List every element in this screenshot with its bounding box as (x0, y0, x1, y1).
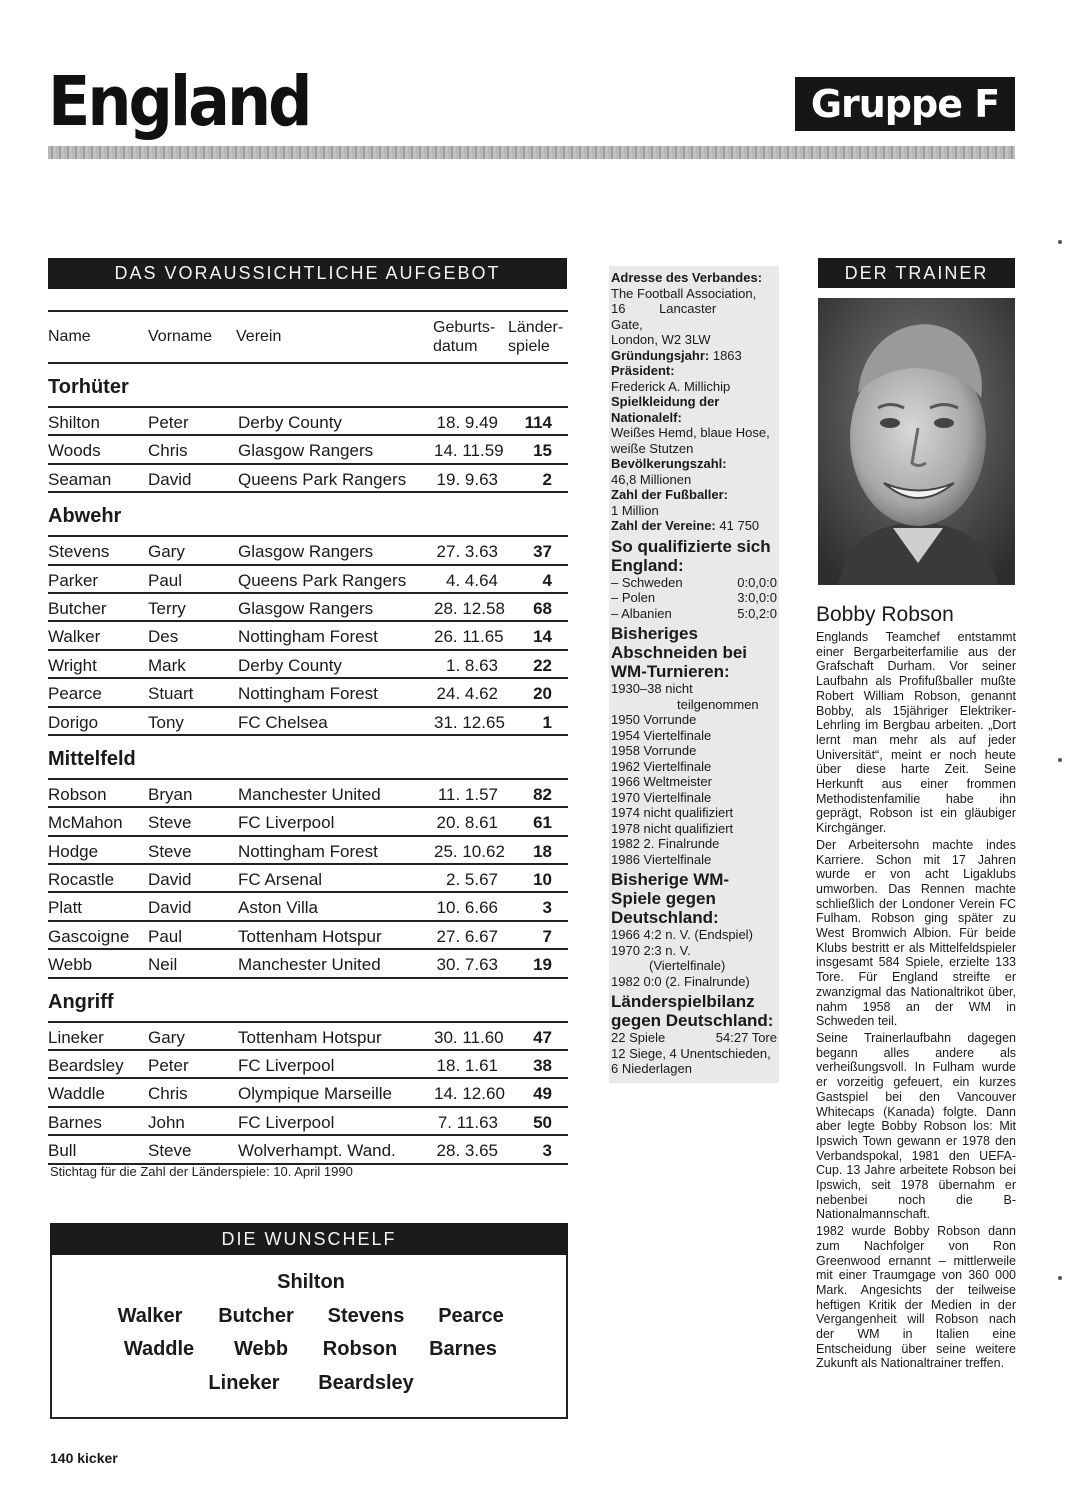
player-club: Nottingham Forest (238, 684, 378, 704)
president-label: Präsident: (611, 363, 675, 378)
vs-germany-line: 1970 2:3 n. V. (611, 942, 691, 958)
player-caps: 2 (542, 469, 552, 489)
player-name: Barnes (48, 1112, 102, 1132)
address-line: The Football Association, (611, 285, 757, 301)
player-first-name: Steve (148, 841, 192, 861)
player-caps: 19 (533, 955, 552, 975)
dream-team-player: Pearce (438, 1305, 504, 1327)
player-first-name: Steve (148, 1141, 192, 1161)
wm-history-title: Bisheriges Abschneiden bei WM-Turnieren: (611, 624, 748, 681)
table-row (48, 837, 568, 865)
federation-info (609, 266, 779, 1083)
player-first-name: Stuart (148, 684, 194, 704)
player-birthdate: 1. 8.63 (446, 655, 498, 675)
player-name: Webb (48, 955, 93, 975)
player-club: FC Liverpool (238, 1056, 335, 1076)
player-first-name: Tony (148, 712, 184, 732)
wm-history-line: 1930–38 nicht (611, 681, 693, 696)
table-row (48, 679, 568, 707)
player-name: Hodge (48, 841, 99, 861)
vs-germany-line: 1982 0:0 (2. Finalrunde) (611, 973, 750, 989)
player-birthdate: 26. 11.65 (434, 627, 504, 647)
wm-history-line: 1966 Weltmeister (611, 774, 712, 789)
player-birthdate: 10. 6.66 (436, 898, 498, 918)
player-club: Queens Park Rangers (238, 570, 407, 590)
player-first-name: Gary (148, 542, 185, 562)
address-label: Adresse des Verbandes: (611, 270, 763, 285)
magazine-name: kicker (77, 1450, 118, 1466)
dream-team-player: Stevens (327, 1305, 405, 1327)
table-row (48, 465, 568, 493)
table-row (48, 622, 568, 650)
clubs-label: Zahl der Vereine: (611, 518, 716, 533)
player-first-name: Paul (148, 926, 183, 946)
record-row: 22 Spiele 54:27 Tore (611, 1030, 777, 1045)
player-name: Lineker (48, 1027, 104, 1047)
player-birthdate: 20. 8.61 (436, 813, 498, 833)
player-caps: 37 (533, 542, 552, 562)
dream-team-box (50, 1223, 568, 1419)
player-name: Stevens (48, 542, 110, 562)
player-name: Beardsley (48, 1056, 124, 1076)
player-club: Glasgow Rangers (238, 542, 374, 562)
squad-body (48, 364, 568, 1165)
table-row (48, 408, 568, 436)
player-caps: 49 (533, 1084, 552, 1104)
table-row (48, 1108, 568, 1136)
player-caps: 10 (533, 870, 552, 890)
table-row (48, 1023, 568, 1051)
player-club: FC Liverpool (238, 1112, 335, 1132)
table-header (48, 312, 568, 362)
player-first-name: David (148, 898, 192, 918)
player-first-name: Bryan (148, 784, 193, 804)
wm-history-list (611, 681, 777, 867)
player-name: McMahon (48, 813, 123, 833)
player-name: Woods (48, 441, 101, 461)
table-row (48, 436, 568, 464)
player-club: Glasgow Rangers (238, 441, 374, 461)
player-birthdate: 30. 7.63 (436, 955, 498, 975)
players-label: Zahl der Fußballer: (611, 487, 729, 502)
founded-label: Gründungsjahr: (611, 347, 710, 363)
page-footer (50, 1450, 118, 1466)
address-line: London, W2 3LW (611, 332, 711, 347)
dream-team-player: Shilton (277, 1271, 345, 1293)
margin-mark (1058, 758, 1062, 762)
section-heading: Mittelfeld (48, 747, 136, 770)
player-caps: 3 (542, 1141, 552, 1161)
trainer-portrait-image (818, 298, 1015, 585)
dream-team-player: Lineker (208, 1372, 280, 1394)
player-first-name: David (148, 469, 192, 489)
table-row (48, 1136, 568, 1164)
dream-team-player: Walker (117, 1305, 183, 1327)
col-header-name: Name (48, 328, 91, 345)
wm-history-line: teilgenommen (677, 696, 759, 712)
dream-team-player: Robson (322, 1338, 398, 1360)
player-club: Nottingham Forest (238, 627, 378, 647)
player-club: Tottenham Hotspur (238, 1027, 382, 1047)
player-birthdate: 27. 3.63 (436, 542, 498, 562)
section-heading: Torhüter (48, 376, 129, 398)
dream-team-player: Webb (233, 1338, 289, 1360)
kit-label: Spielkleidung der Nationalelf: (611, 394, 720, 425)
player-club: Manchester United (238, 784, 381, 804)
player-club: FC Chelsea (238, 712, 328, 732)
table-row (48, 651, 568, 679)
vs-germany-line: (Viertelfinale) (649, 958, 726, 973)
player-caps: 50 (533, 1112, 552, 1132)
player-caps: 68 (533, 598, 552, 618)
player-club: Olympique Marseille (238, 1084, 392, 1104)
player-name: Shilton (48, 413, 100, 432)
clubs-value: 41 750 (719, 518, 760, 533)
player-name: Bull (48, 1141, 77, 1161)
player-birthdate: 27. 6.67 (436, 926, 498, 946)
player-club: Wolverhampt. Wand. (238, 1141, 396, 1161)
player-club: Aston Villa (238, 898, 319, 918)
player-caps: 82 (533, 784, 552, 804)
page-number: 140 (50, 1450, 74, 1466)
player-birthdate: 18. 1.61 (436, 1056, 498, 1076)
header-rule (48, 146, 1015, 159)
player-club: FC Arsenal (238, 870, 323, 890)
player-first-name: Chris (148, 441, 188, 461)
table-row (48, 865, 568, 893)
player-birthdate: 24. 4.62 (436, 684, 498, 704)
vs-germany-line: 1966 4:2 n. V. (Endspiel) (611, 927, 753, 942)
margin-mark (1058, 240, 1062, 244)
player-birthdate: 19. 9.63 (436, 469, 498, 489)
table-row (48, 780, 568, 808)
section-heading: Abwehr (48, 505, 122, 528)
bio-paragraph: 1982 wurde Bobby Robson dann zum Nachfolger von Ron Greenwood ernannt – mittlerweile mit einer Traumgage von 360 000 Mark. Angesichts der teilweise heftigen Kritik der Medien in der Vergangenheit will Robson nach der WM in Italien eine Entscheidung über seine weitere Zukunft als Nationaltrainer treffen. (816, 1224, 1016, 1371)
player-birthdate: 18. 9.49 (436, 413, 498, 432)
player-club: Tottenham Hotspur (238, 926, 382, 946)
population-value: 46,8 Millionen (611, 471, 692, 487)
wm-history-line: 1950 Vorrunde (611, 712, 697, 727)
player-caps: 38 (533, 1056, 552, 1076)
player-caps: 4 (542, 570, 552, 590)
player-birthdate: 2. 5.67 (446, 870, 498, 890)
player-name: Robson (48, 784, 107, 804)
table-row (48, 950, 568, 978)
player-name: Gascoigne (48, 926, 130, 946)
address-line: 16 Lancaster Gate, (611, 301, 717, 332)
player-caps: 7 (542, 926, 552, 946)
players-value: 1 Million (611, 502, 659, 518)
qualification-row: – Polen 3:0,0:0 (611, 590, 777, 605)
player-first-name: Neil (148, 955, 178, 975)
player-first-name: Peter (148, 413, 189, 432)
page-title: England (48, 61, 310, 142)
bio-paragraph: Der Arbeitersohn machte indes Karriere. Schon mit 17 Jahren wurde er von acht Ligaklubs umworben. Das Rennen machte schließlich der Londoner Verein FC Fulham. Robson ging später zu West Bromwich Albion. Für beide Klubs bestritt er als Mittelfeldspieler insgesamt 584 Spiele, erzielte 133 Tore. Für England streifte er zwanzigmal das Nationaltrikot über, nahm 1958 an der WM in Schweden teil. (816, 837, 1016, 1029)
record-title: Länderspielbilanz gegen Deutschland: (611, 992, 774, 1030)
population-label: Bevölkerungszahl: (611, 456, 727, 471)
bio-paragraph: Seine Trainerlaufbahn dagegen begann alles andere als verheißungsvoll. In Fulham wurde er vorzeitig gefeuert, ein kurzes Gastspiel bei den Vancouver Whitecaps (Kanada) folgte. Dann aber legte Bobby Robson los: Mit Ipswich Town gewann er 1978 den Verbandspokal, 1981 den UEFA-Cup. 13 Jahre arbeitete Robson bei Ipswich, seit 1978 übernahm er nebenbei noch die B-Nationalmannschaft. (816, 1030, 1016, 1222)
player-first-name: Des (148, 627, 179, 647)
table-row (48, 566, 568, 594)
dream-team-player: Barnes (429, 1338, 497, 1360)
wm-history-line: 1978 nicht qualifiziert (611, 820, 734, 836)
table-row (48, 922, 568, 950)
dream-team-player: Butcher (218, 1305, 294, 1327)
wm-history-line: 1954 Viertelfinale (611, 727, 712, 743)
squad-table (48, 310, 568, 1165)
margin-mark (1058, 1276, 1062, 1280)
table-row (48, 808, 568, 836)
player-name: Parker (48, 570, 99, 590)
player-first-name: Peter (148, 1056, 189, 1076)
trainer-name: Bobby Robson (816, 603, 954, 626)
qualification-row: – Albanien 5:0,2:0 (611, 605, 777, 621)
wm-history-line: 1958 Vorrunde (611, 743, 697, 758)
player-first-name: Mark (148, 655, 186, 675)
player-birthdate: 7. 11.63 (437, 1112, 498, 1132)
player-name: Platt (48, 898, 83, 918)
table-row (48, 708, 568, 736)
player-name: Seaman (48, 469, 112, 489)
qualification-title: So qualifizierte sich England: (611, 536, 771, 575)
player-caps: 114 (524, 413, 552, 432)
player-club: Manchester United (238, 955, 381, 975)
table-row (48, 537, 568, 565)
dream-team-player: Beardsley (318, 1372, 414, 1394)
player-name: Waddle (48, 1084, 106, 1104)
footnote: Stichtag für die Zahl der Länderspiele: 10. April 1990 (50, 1164, 353, 1179)
founded-value: 1863 (712, 347, 742, 363)
vs-germany-title: Bisherige WM-Spiele gegen Deutschland: (611, 870, 730, 927)
player-club: FC Liverpool (238, 813, 335, 833)
player-first-name: John (148, 1112, 185, 1132)
dream-team-player: Waddle (123, 1338, 195, 1360)
player-caps: 18 (533, 841, 552, 861)
player-caps: 47 (533, 1027, 552, 1047)
player-club: Glasgow Rangers (238, 598, 374, 618)
player-caps: 22 (533, 655, 552, 675)
player-name: Butcher (48, 598, 107, 618)
player-birthdate: 25. 10.62 (434, 841, 505, 861)
player-first-name: David (148, 870, 192, 890)
wm-history-line: 1970 Viertelfinale (611, 789, 712, 805)
trainer-bio (816, 630, 1016, 1373)
col-header-club: Verein (236, 328, 282, 345)
player-first-name: Steve (148, 813, 192, 833)
player-name: Walker (48, 627, 101, 647)
player-club: Derby County (238, 655, 342, 675)
player-birthdate: 14. 11.59 (434, 441, 504, 461)
player-name: Dorigo (48, 712, 99, 732)
player-birthdate: 28. 12.58 (434, 598, 505, 618)
wm-history-line: 1974 nicht qualifiziert (611, 805, 734, 820)
player-caps: 15 (533, 441, 552, 461)
player-club: Nottingham Forest (238, 841, 378, 861)
player-birthdate: 30. 11.60 (434, 1027, 504, 1047)
player-birthdate: 28. 3.65 (436, 1141, 498, 1161)
squad-bar-title: DAS VORAUSSICHTLICHE AUFGEBOT (48, 258, 567, 289)
table-row (48, 594, 568, 622)
player-birthdate: 4. 4.64 (446, 570, 498, 590)
player-caps: 61 (533, 813, 552, 833)
col-header-first: Vorname (148, 328, 213, 345)
player-name: Rocastle (48, 870, 115, 890)
wm-history-line: 1982 2. Finalrunde (611, 836, 720, 851)
player-caps: 1 (542, 712, 552, 732)
record-detail: 12 Siege, 4 Unentschieden, 6 Niederlagen (611, 1045, 771, 1076)
president-value: Frederick A. Millichip (611, 378, 731, 394)
bio-paragraph: Englands Teamchef entstammt einer Bergarbeiterfamilie aus der Grafschaft Durham. Vor seiner Laufbahn als Profifußballer mußte Robert William Robson, genannt Bobby, als 15jähriger Elektriker-Lehrling im Bergbau arbeiten. „Dort lernt man mehr als auf jeder Universität“, meint er noch heute über diese harte Zeit. Seine Herkunft aus einer frommen Methodistenfamilie habe ihn geprägt, Robson ist ein gläubiger Kirchgänger. (816, 630, 1016, 836)
table-row (48, 893, 568, 921)
player-first-name: Chris (148, 1084, 188, 1104)
player-club: Derby County (238, 413, 342, 432)
qualification-row: – Schweden 0:0,0:0 (611, 574, 777, 590)
player-name: Wright (48, 655, 97, 675)
player-birthdate: 11. 1.57 (437, 784, 498, 804)
col-header-caps: Länder- spiele (508, 319, 564, 355)
section-heading: Angriff (48, 990, 114, 1013)
table-row (48, 1051, 568, 1079)
col-header-dob: Geburts- datum (433, 319, 496, 355)
kit-value: Weißes Hemd, blaue Hose, weiße Stutzen (611, 425, 770, 456)
trainer-photo (818, 298, 1015, 585)
dream-team-title: DIE WUNSCHELF (50, 1223, 568, 1255)
group-label: Gruppe F (795, 77, 1015, 131)
player-caps: 20 (533, 684, 552, 704)
wm-history-line: 1986 Viertelfinale (611, 851, 712, 867)
player-caps: 14 (533, 627, 552, 647)
player-birthdate: 31. 12.65 (434, 712, 505, 732)
player-caps: 3 (542, 898, 552, 918)
trainer-bar-title: DER TRAINER (818, 258, 1015, 288)
table-row (48, 1079, 568, 1107)
player-first-name: Terry (148, 598, 186, 618)
player-birthdate: 14. 12.60 (434, 1084, 505, 1104)
player-club: Queens Park Rangers (238, 469, 407, 489)
player-first-name: Gary (148, 1027, 185, 1047)
player-first-name: Paul (148, 570, 183, 590)
wm-history-line: 1962 Viertelfinale (611, 758, 712, 774)
player-name: Pearce (48, 684, 102, 704)
